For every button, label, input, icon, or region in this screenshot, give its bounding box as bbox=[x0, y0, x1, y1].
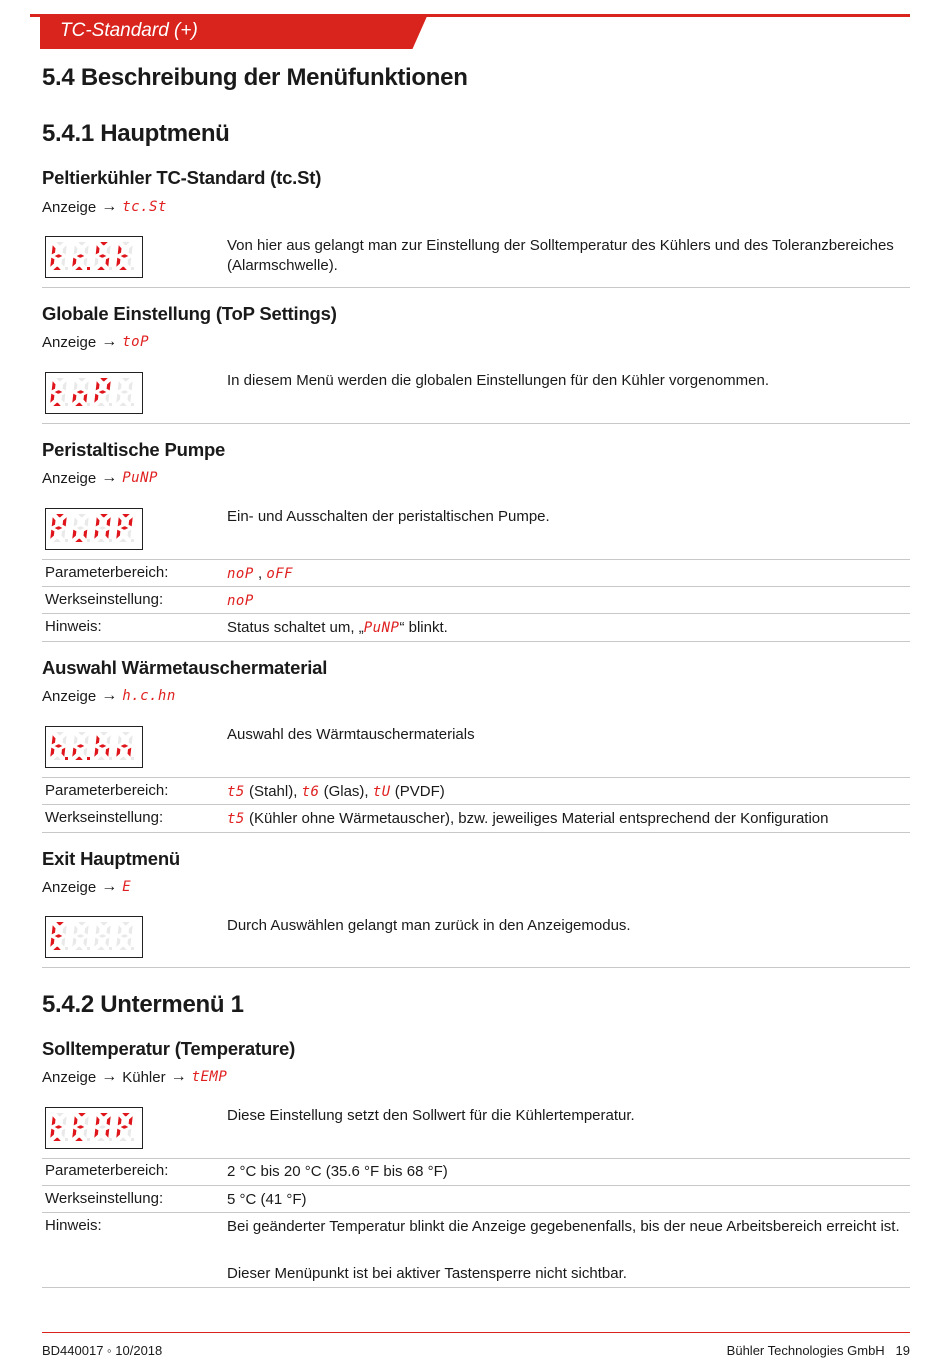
led-segment bbox=[100, 378, 108, 381]
led-segment bbox=[94, 394, 98, 403]
led-segment bbox=[85, 381, 89, 390]
led-segment bbox=[75, 403, 83, 406]
led-segment bbox=[75, 1138, 83, 1141]
led-decimal-point bbox=[109, 757, 112, 760]
led-segment bbox=[119, 403, 127, 406]
led-segment bbox=[121, 934, 129, 937]
led-display-exit bbox=[45, 916, 143, 958]
led-segment bbox=[84, 938, 88, 947]
led-decimal-point bbox=[109, 1138, 112, 1141]
led-segment bbox=[96, 1116, 100, 1125]
led-segment bbox=[122, 1113, 130, 1116]
section-title: 5.4 Beschreibung der Menüfunktionen bbox=[42, 64, 468, 91]
led-segment bbox=[96, 735, 100, 744]
led-decimal-point bbox=[87, 757, 90, 760]
led-decimal-point bbox=[87, 267, 90, 270]
led-segment bbox=[96, 245, 100, 254]
led-segment bbox=[99, 526, 107, 529]
led-decimal-point bbox=[109, 267, 112, 270]
led-segment bbox=[77, 744, 85, 747]
param-value bbox=[227, 564, 907, 584]
led-segment bbox=[52, 1116, 56, 1125]
divider bbox=[42, 287, 910, 288]
segment-code: toP bbox=[122, 334, 150, 350]
led-segment bbox=[52, 381, 56, 390]
led-segment bbox=[99, 744, 107, 747]
led-segment bbox=[97, 947, 105, 950]
led-decimal-point bbox=[65, 267, 68, 270]
led-segment bbox=[107, 925, 111, 934]
description-material: Auswahl des Wärmtauschermaterials bbox=[227, 726, 475, 743]
led-segment bbox=[62, 1129, 66, 1138]
description-global: In diesem Menü werden die globalen Einstellungen für den Kühler vorgenommen. bbox=[227, 372, 769, 389]
led-segment bbox=[129, 1116, 133, 1125]
led-segment bbox=[56, 378, 64, 381]
param-label: Parameterbereich: bbox=[45, 564, 169, 581]
led-display-pump bbox=[45, 508, 143, 550]
led-segment bbox=[74, 925, 78, 934]
led-segment bbox=[94, 938, 98, 947]
led-segment bbox=[128, 748, 132, 757]
led-segment bbox=[72, 938, 76, 947]
led-segment bbox=[94, 1129, 98, 1138]
led-segment bbox=[106, 530, 110, 539]
led-segment bbox=[129, 245, 133, 254]
divider bbox=[42, 423, 910, 424]
divider bbox=[42, 967, 910, 968]
led-segment bbox=[78, 242, 86, 245]
led-segment bbox=[85, 1116, 89, 1125]
anzeige-temperature bbox=[42, 1068, 227, 1086]
divider bbox=[42, 1185, 910, 1186]
led-decimal-point bbox=[87, 403, 90, 406]
led-segment bbox=[55, 744, 63, 747]
led-segment bbox=[116, 258, 120, 267]
led-decimal-point bbox=[131, 403, 134, 406]
segment-code: h.c.hn bbox=[122, 688, 176, 704]
led-segment bbox=[116, 530, 120, 539]
led-segment bbox=[129, 517, 133, 526]
arrow-right-icon: → bbox=[170, 1068, 187, 1085]
led-decimal-point bbox=[131, 947, 134, 950]
arrow-right-icon: → bbox=[101, 878, 118, 895]
footer-page-number: 19 bbox=[895, 1343, 910, 1358]
led-segment bbox=[107, 517, 111, 526]
heading-material: Auswahl Wärmetauschermaterial bbox=[42, 657, 328, 678]
divider bbox=[42, 832, 910, 833]
led-decimal-point bbox=[131, 1138, 134, 1141]
led-segment bbox=[78, 378, 86, 381]
default-value: 5 °C (41 °F) bbox=[227, 1191, 307, 1208]
divider bbox=[42, 1287, 910, 1288]
led-display-pump-graphic bbox=[46, 509, 141, 548]
value-text: (Glas), bbox=[323, 783, 369, 800]
led-segment bbox=[119, 539, 127, 542]
led-segment bbox=[72, 530, 76, 539]
led-display-tcst bbox=[45, 236, 143, 278]
anzeige-mid: Kühler bbox=[122, 1068, 166, 1086]
led-segment bbox=[121, 390, 129, 393]
led-segment bbox=[53, 757, 61, 760]
heading-exit: Exit Hauptmenü bbox=[42, 848, 181, 869]
led-decimal-point bbox=[87, 539, 90, 542]
led-decimal-point bbox=[131, 757, 134, 760]
divider bbox=[42, 586, 910, 587]
led-segment bbox=[53, 267, 61, 270]
hint-label: Hinweis: bbox=[45, 618, 102, 635]
divider bbox=[42, 804, 910, 805]
hint-value: Bei geänderter Temperatur blinkt die Anzeige gegebenenfalls, bis der neue Arbeitsbereich erreicht ist. bbox=[227, 1218, 900, 1235]
heading-global: Globale Einstellung (ToP Settings) bbox=[42, 303, 337, 324]
led-segment bbox=[85, 735, 89, 744]
anzeige-label: Anzeige bbox=[42, 198, 97, 216]
heading-temperature: Solltemperatur (Temperature) bbox=[42, 1038, 296, 1059]
description-peltier: Von hier aus gelangt man zur Einstellung der Solltemperatur des Kühlers und des Toleranzbereiches (Alarmschwelle). bbox=[227, 237, 894, 274]
led-segment bbox=[84, 530, 88, 539]
led-segment bbox=[118, 1116, 122, 1125]
led-decimal-point bbox=[109, 539, 112, 542]
led-segment bbox=[77, 526, 85, 529]
led-segment bbox=[99, 254, 107, 257]
divider bbox=[42, 613, 910, 614]
led-segment bbox=[121, 254, 129, 257]
led-segment bbox=[62, 394, 66, 403]
led-segment bbox=[96, 925, 100, 934]
segment-code: oFF bbox=[266, 566, 294, 582]
led-segment bbox=[96, 517, 100, 526]
led-segment bbox=[63, 735, 67, 744]
led-decimal-point bbox=[65, 947, 68, 950]
anzeige-label: Anzeige bbox=[42, 878, 97, 896]
led-segment bbox=[107, 1116, 111, 1125]
arrow-right-icon: → bbox=[101, 687, 118, 704]
footer-company bbox=[727, 1343, 910, 1358]
led-segment bbox=[128, 1129, 132, 1138]
led-decimal-point bbox=[131, 539, 134, 542]
led-segment bbox=[84, 394, 88, 403]
segment-code: tEMP bbox=[191, 1069, 228, 1085]
led-segment bbox=[116, 1129, 120, 1138]
led-segment bbox=[97, 403, 105, 406]
led-display-material-graphic bbox=[46, 727, 141, 766]
led-display-top bbox=[45, 372, 143, 414]
led-segment bbox=[119, 1138, 127, 1141]
anzeige-label: Anzeige bbox=[42, 687, 97, 705]
divider bbox=[42, 641, 910, 642]
segment-code: t5 bbox=[227, 811, 245, 827]
led-segment bbox=[56, 1113, 64, 1116]
led-display-exit-graphic bbox=[46, 917, 141, 956]
led-segment bbox=[50, 394, 54, 403]
segment-code: t5 bbox=[227, 784, 245, 800]
led-segment bbox=[116, 394, 120, 403]
divider bbox=[42, 777, 910, 778]
led-segment bbox=[56, 242, 64, 245]
led-segment bbox=[100, 242, 108, 245]
value-text: (Stahl), bbox=[249, 783, 298, 800]
led-decimal-point bbox=[87, 1138, 90, 1141]
heading-pump: Peristaltische Pumpe bbox=[42, 439, 226, 460]
led-segment bbox=[52, 735, 56, 744]
arrow-right-icon: → bbox=[101, 333, 118, 350]
param-value bbox=[227, 782, 907, 802]
led-segment bbox=[119, 757, 127, 760]
led-segment bbox=[106, 258, 110, 267]
led-segment bbox=[118, 245, 122, 254]
description-temperature: Diese Einstellung setzt den Sollwert für die Kühlertemperatur. bbox=[227, 1107, 635, 1124]
led-segment bbox=[55, 390, 63, 393]
led-segment bbox=[52, 925, 56, 934]
hint-text-post: “ blinkt. bbox=[399, 619, 448, 636]
led-segment bbox=[75, 947, 83, 950]
led-segment bbox=[106, 394, 110, 403]
led-decimal-point bbox=[109, 947, 112, 950]
divider bbox=[42, 1158, 910, 1159]
anzeige-material bbox=[42, 687, 176, 705]
param-label: Parameterbereich: bbox=[45, 782, 169, 799]
led-segment bbox=[74, 245, 78, 254]
hint-value-2: Dieser Menüpunkt ist bei aktiver Tastensperre nicht sichtbar. bbox=[227, 1265, 627, 1282]
led-segment bbox=[106, 748, 110, 757]
led-segment bbox=[56, 514, 64, 517]
led-segment bbox=[50, 258, 54, 267]
led-segment bbox=[97, 539, 105, 542]
led-decimal-point bbox=[65, 403, 68, 406]
led-segment bbox=[75, 539, 83, 542]
anzeige-label: Anzeige bbox=[42, 333, 97, 351]
led-segment bbox=[128, 530, 132, 539]
default-label: Werkseinstellung: bbox=[45, 1190, 164, 1207]
led-segment bbox=[78, 514, 86, 517]
default-label: Werkseinstellung: bbox=[45, 809, 164, 826]
led-segment bbox=[77, 254, 85, 257]
led-segment bbox=[62, 938, 66, 947]
led-segment bbox=[97, 267, 105, 270]
led-segment bbox=[121, 1125, 129, 1128]
description-pump: Ein- und Ausschalten der peristaltischen Pumpe. bbox=[227, 508, 550, 525]
led-segment bbox=[74, 381, 78, 390]
led-segment bbox=[72, 1129, 76, 1138]
led-segment bbox=[106, 1129, 110, 1138]
segment-code: noP bbox=[227, 566, 254, 582]
led-display-tcst-graphic bbox=[46, 237, 141, 276]
led-segment bbox=[128, 938, 132, 947]
led-decimal-point bbox=[131, 267, 134, 270]
segment-code: tU bbox=[372, 784, 391, 800]
led-segment bbox=[63, 1116, 67, 1125]
led-segment bbox=[52, 245, 56, 254]
led-segment bbox=[78, 1113, 86, 1116]
led-segment bbox=[128, 394, 132, 403]
led-segment bbox=[100, 732, 108, 735]
led-segment bbox=[116, 748, 120, 757]
led-segment bbox=[74, 1116, 78, 1125]
footer-rule bbox=[42, 1332, 910, 1333]
led-segment bbox=[63, 517, 67, 526]
led-segment bbox=[129, 925, 133, 934]
led-segment bbox=[99, 1125, 107, 1128]
led-decimal-point bbox=[65, 539, 68, 542]
led-decimal-point bbox=[87, 947, 90, 950]
led-segment bbox=[72, 394, 76, 403]
led-segment bbox=[84, 1129, 88, 1138]
segment-code: E bbox=[122, 879, 132, 895]
anzeige-peltier bbox=[42, 198, 167, 216]
led-segment bbox=[94, 748, 98, 757]
segment-code: PuNP bbox=[363, 620, 400, 636]
arrow-right-icon: → bbox=[101, 469, 118, 486]
led-decimal-point bbox=[65, 757, 68, 760]
anzeige-pump bbox=[42, 469, 158, 487]
led-segment bbox=[52, 517, 56, 526]
led-segment bbox=[84, 258, 88, 267]
led-segment bbox=[122, 732, 130, 735]
led-segment bbox=[63, 381, 67, 390]
arrow-right-icon: → bbox=[101, 198, 118, 215]
divider bbox=[42, 1212, 910, 1213]
led-segment bbox=[119, 947, 127, 950]
led-segment bbox=[55, 526, 63, 529]
description-exit: Durch Auswählen gelangt man zurück in den Anzeigemodus. bbox=[227, 917, 631, 934]
hint-label: Hinweis: bbox=[45, 1217, 102, 1234]
led-segment bbox=[72, 748, 76, 757]
led-segment bbox=[53, 947, 61, 950]
led-segment bbox=[85, 925, 89, 934]
led-segment bbox=[55, 1125, 63, 1128]
led-segment bbox=[118, 735, 122, 744]
led-segment bbox=[118, 925, 122, 934]
led-segment bbox=[122, 514, 130, 517]
led-segment bbox=[56, 922, 64, 925]
led-segment bbox=[94, 530, 98, 539]
value-text: (Kühler ohne Wärmetauscher), bzw. jeweiliges Material entsprechend der Konfiguration bbox=[249, 810, 829, 827]
subsection-title-untermenue: 5.4.2 Untermenü 1 bbox=[42, 991, 244, 1018]
value-separator: , bbox=[253, 565, 267, 582]
led-segment bbox=[129, 381, 133, 390]
led-segment bbox=[75, 267, 83, 270]
led-segment bbox=[77, 1125, 85, 1128]
led-segment bbox=[77, 934, 85, 937]
led-segment bbox=[75, 757, 83, 760]
led-segment bbox=[77, 390, 85, 393]
led-segment bbox=[50, 938, 54, 947]
led-segment bbox=[107, 245, 111, 254]
led-segment bbox=[121, 744, 129, 747]
led-segment bbox=[56, 732, 64, 735]
led-segment bbox=[118, 517, 122, 526]
led-segment bbox=[50, 1129, 54, 1138]
default-value bbox=[227, 809, 907, 829]
led-display-temp-graphic bbox=[46, 1108, 141, 1147]
led-segment bbox=[62, 530, 66, 539]
led-segment bbox=[74, 517, 78, 526]
led-segment bbox=[97, 1138, 105, 1141]
led-segment bbox=[55, 934, 63, 937]
led-segment bbox=[55, 254, 63, 257]
led-segment bbox=[122, 378, 130, 381]
led-segment bbox=[50, 748, 54, 757]
led-segment bbox=[94, 258, 98, 267]
led-display-material bbox=[45, 726, 143, 768]
footer-company-name: Bühler Technologies GmbH bbox=[726, 1343, 885, 1358]
anzeige-global bbox=[42, 333, 149, 351]
led-segment bbox=[100, 1113, 108, 1116]
led-segment bbox=[62, 748, 66, 757]
heading-peltier: Peltierkühler TC-Standard (tc.St) bbox=[42, 167, 322, 188]
led-display-top-graphic bbox=[46, 373, 141, 412]
led-segment bbox=[99, 934, 107, 937]
anzeige-label: Anzeige bbox=[42, 1068, 97, 1086]
led-segment bbox=[72, 258, 76, 267]
led-segment bbox=[107, 735, 111, 744]
led-segment bbox=[99, 390, 107, 393]
led-segment bbox=[85, 245, 89, 254]
led-segment bbox=[129, 735, 133, 744]
led-segment bbox=[107, 381, 111, 390]
arrow-right-icon: → bbox=[101, 1068, 118, 1085]
default-label: Werkseinstellung: bbox=[45, 591, 164, 608]
led-segment bbox=[53, 539, 61, 542]
led-segment bbox=[85, 517, 89, 526]
led-segment bbox=[128, 258, 132, 267]
default-value bbox=[227, 591, 907, 611]
segment-code: PuNP bbox=[122, 470, 158, 486]
led-decimal-point bbox=[109, 403, 112, 406]
hint-value bbox=[227, 618, 907, 638]
led-segment bbox=[100, 922, 108, 925]
led-segment bbox=[122, 242, 130, 245]
divider bbox=[42, 559, 910, 560]
segment-code: noP bbox=[227, 593, 254, 609]
led-segment bbox=[97, 757, 105, 760]
led-segment bbox=[121, 526, 129, 529]
led-segment bbox=[116, 938, 120, 947]
led-segment bbox=[63, 245, 67, 254]
led-segment bbox=[62, 258, 66, 267]
value-text: (PVDF) bbox=[394, 783, 445, 800]
header-title: TC-Standard (+) bbox=[60, 20, 198, 41]
anzeige-exit bbox=[42, 878, 131, 896]
led-decimal-point bbox=[65, 1138, 68, 1141]
led-segment bbox=[122, 922, 130, 925]
led-segment bbox=[100, 514, 108, 517]
param-label: Parameterbereich: bbox=[45, 1162, 169, 1179]
led-segment bbox=[78, 922, 86, 925]
footer-doc-number: BD440017 ◦ 10/2018 bbox=[42, 1343, 163, 1358]
segment-code: t6 bbox=[301, 784, 320, 800]
led-segment bbox=[53, 403, 61, 406]
led-segment bbox=[78, 732, 86, 735]
led-segment bbox=[119, 267, 127, 270]
hint-text-pre: Status schaltet um, „ bbox=[227, 619, 364, 636]
led-segment bbox=[63, 925, 67, 934]
segment-code: tc.St bbox=[122, 199, 167, 215]
header-bar bbox=[30, 14, 910, 50]
subsection-title-hauptmenue: 5.4.1 Hauptmenü bbox=[42, 120, 230, 147]
led-segment bbox=[50, 530, 54, 539]
led-segment bbox=[74, 735, 78, 744]
led-segment bbox=[106, 938, 110, 947]
led-segment bbox=[84, 748, 88, 757]
led-segment bbox=[53, 1138, 61, 1141]
led-segment bbox=[96, 381, 100, 390]
led-display-temp bbox=[45, 1107, 143, 1149]
led-segment bbox=[118, 381, 122, 390]
param-value: 2 °C bis 20 °C (35.6 °F bis 68 °F) bbox=[227, 1163, 448, 1180]
anzeige-label: Anzeige bbox=[42, 469, 97, 487]
